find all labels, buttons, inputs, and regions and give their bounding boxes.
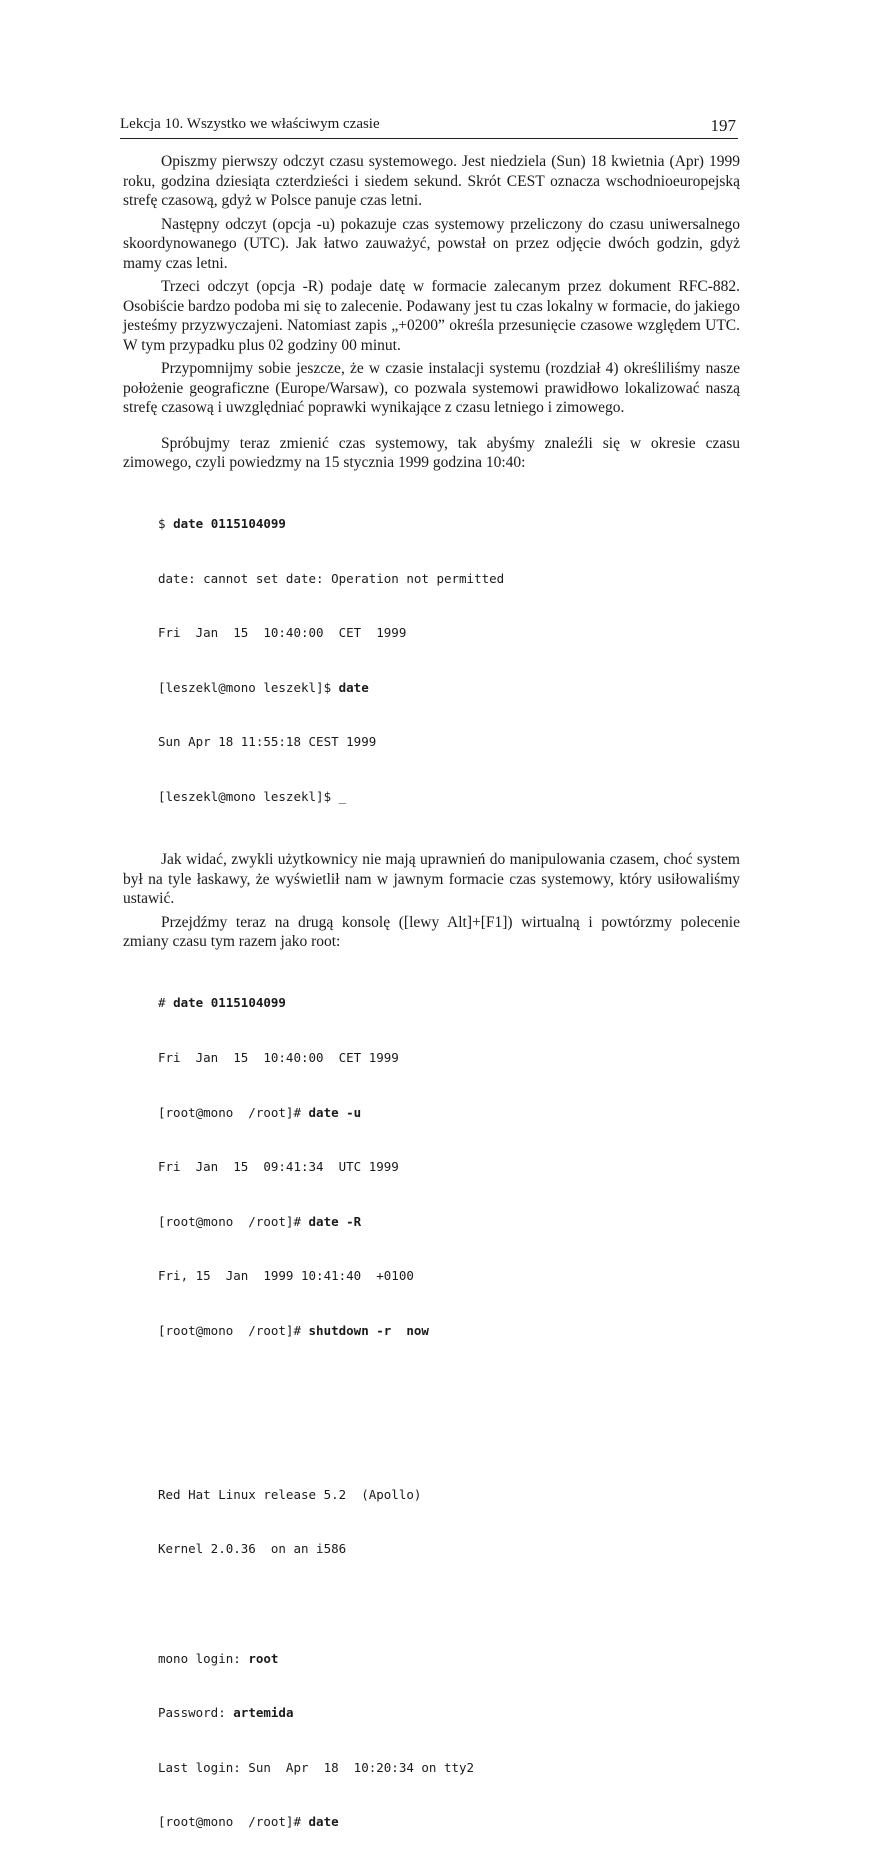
running-header xyxy=(120,116,738,139)
code-line: date: cannot set date: Operation not permitted xyxy=(158,570,505,586)
paragraph: Opiszmy pierwszy odczyt czasu systemowego. Jest niedziela (Sun) 18 kwietnia (Apr) 1999 roku, godzina dziesiąta czterdzieści i siedem sekund. Skrót CEST oznacza wschodnioeuropejską strefę czasową, gdyż w Polsce panuje czas letni. xyxy=(123,153,740,209)
code-line: [leszekl@mono leszekl]$ date xyxy=(158,679,369,695)
paragraph: Spróbujmy teraz zmienić czas systemowy, tak abyśmy znaleźli się w okresie czasu zimowego, czyli powiedzmy na 15 stycznia 1999 godzina 10:40: xyxy=(123,434,740,471)
code-line: Fri Jan 15 10:40:00 CET 1999 xyxy=(158,1049,399,1065)
chapter-title: Lekcja 10. Wszystko we właściwym czasie xyxy=(120,116,380,132)
code-line: Fri Jan 15 10:40:00 CET 1999 xyxy=(158,625,407,641)
code-line xyxy=(158,1431,740,1449)
code-line: # date 0115104099 xyxy=(158,995,286,1011)
code-line: $ date 0115104099 xyxy=(158,515,286,531)
code-line: Kernel 2.0.36 on an i586 xyxy=(158,1541,347,1557)
code-line: [leszekl@mono leszekl]$ _ xyxy=(158,788,347,804)
paragraph: Przejdźmy teraz na drugą konsolę ([lewy Alt]+[F1]) wirtualną i powtórzmy polecenie zmiany czasu tym razem jako root: xyxy=(123,913,740,951)
code-line xyxy=(158,1377,740,1395)
code-line: Red Hat Linux release 5.2 (Apollo) xyxy=(158,1486,422,1502)
code-line: Last login: Sun Apr 18 10:20:34 on tty2 xyxy=(158,1759,475,1775)
paragraph: Następny odczyt (opcja -u) pokazuje czas systemowy przeliczony do czasu uniwersalnego skoordynowanego (UTC). Jak łatwo zauważyć, powstał on przez odjęcie dwóch godzin, gdyż mamy czas letni. xyxy=(123,215,740,272)
paragraph: Przypomnijmy sobie jeszcze, że w czasie instalacji systemu (rozdział 4) określiliśmy nasze położenie geograficzne (Europe/Warsaw), co pozwala systemowi prawidłowo lokalizować naszą strefę czasową i uwzględniać poprawki wynikające z czasu letniego i zimowego. xyxy=(123,360,740,416)
page-body xyxy=(123,152,740,1876)
page-number: 197 xyxy=(710,116,736,135)
code-line: Fri Jan 15 09:41:34 UTC 1999 xyxy=(158,1159,399,1175)
code-line: Fri, 15 Jan 1999 10:41:40 +0100 xyxy=(158,1268,414,1284)
code-line: [root@mono /root]# date -u xyxy=(158,1104,362,1120)
code-line: mono login: root xyxy=(158,1650,279,1666)
code-line xyxy=(158,1595,740,1613)
code-listing-root xyxy=(158,958,740,1868)
code-line: [root@mono /root]# date xyxy=(158,1814,339,1830)
code-line: Sun Apr 18 11:55:18 CEST 1999 xyxy=(158,734,377,750)
code-line: Password: artemida xyxy=(158,1705,294,1721)
code-listing-user xyxy=(158,479,740,843)
paragraph: Trzeci odczyt (opcja -R) podaje datę w formacie zalecanym przez dokument RFC-882. Osobiście bardzo podoba mi się to zalecenie. Podawany jest tu czas lokalny w formacie, do jakiego jesteśmy przyzwyczajeni. Natomiast zapis „+0200” określa przesunięcie czasowe względem UTC. W tym przypadku plus 02 godziny 00 minut. xyxy=(123,278,740,354)
paragraph: Jak widać, zwykli użytkownicy nie mają uprawnień do manipulowania czasem, choć system był na tyle łaskawy, że wyświetlił nam w jawnym formacie czas systemowy, który usiłowaliśmy ustawić. xyxy=(123,851,740,908)
code-line: [root@mono /root]# shutdown -r now xyxy=(158,1322,429,1338)
code-line: [root@mono /root]# date -R xyxy=(158,1213,362,1229)
